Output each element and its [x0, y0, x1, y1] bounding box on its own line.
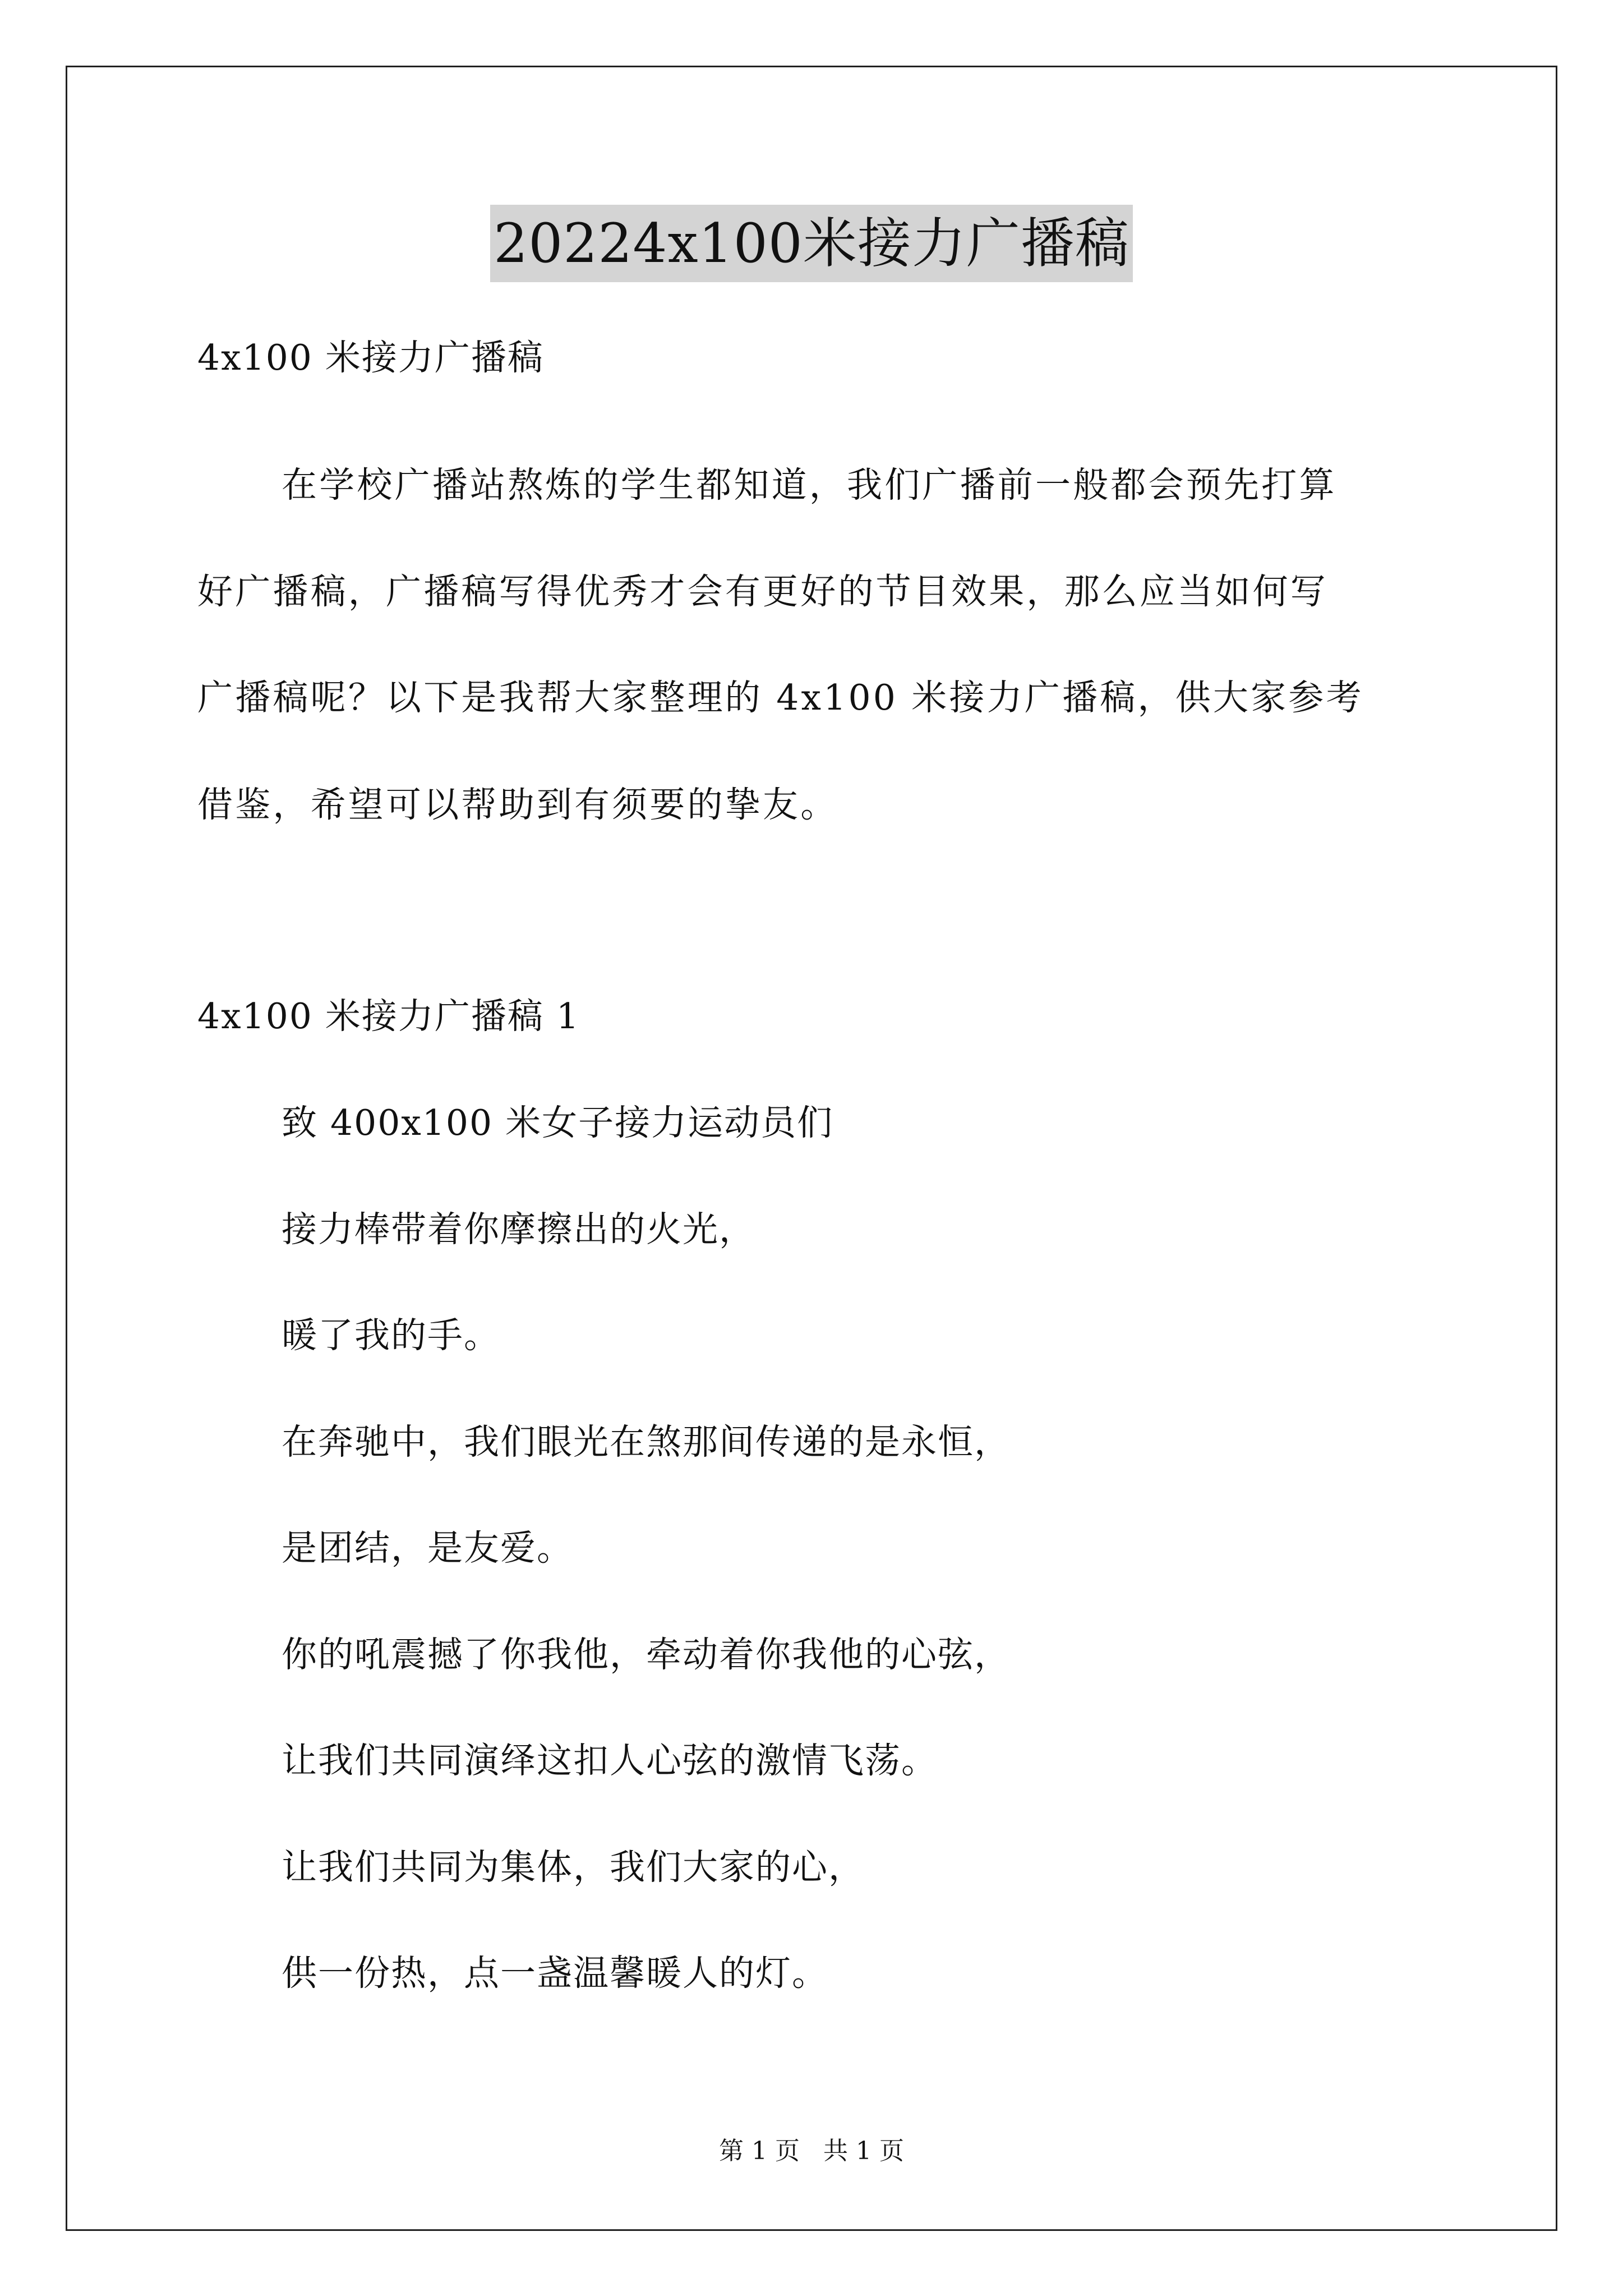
- poem-line-3: 暖了我的手。: [282, 1315, 500, 1356]
- poem-line-4: 在奔驰中，我们眼光在煞那间传递的是永恒，: [282, 1421, 1011, 1462]
- section-heading: 4x100 米接力广播稿 1: [197, 996, 580, 1037]
- subtitle: 4x100 米接力广播稿: [197, 337, 544, 378]
- poem-line-5: 是团结，是友爱。: [282, 1527, 573, 1568]
- poem-line-8: 让我们共同为集体，我们大家的心，: [282, 1847, 865, 1888]
- page-footer: 第 1 页 共 1 页: [719, 2137, 904, 2165]
- poem-line-1: 致 400x100 米女子接力运动员们: [282, 1102, 834, 1143]
- document-title: [0, 205, 1623, 282]
- intro-line-1: 在学校广播站熬炼的学生都知道，我们广播前一般都会预先打算: [282, 464, 1337, 505]
- intro-line-2: 好广播稿，广播稿写得优秀才会有更好的节目效果，那么应当如何写: [197, 571, 1328, 612]
- poem-line-2: 接力棒带着你摩擦出的火光，: [282, 1209, 755, 1250]
- page-border: [66, 66, 1557, 2231]
- intro-line-3: 广播稿呢？以下是我帮大家整理的 4x100 米接力广播稿，供大家参考: [197, 677, 1364, 718]
- poem-line-7: 让我们共同演绎这扣人心弦的激情飞荡。: [282, 1740, 938, 1781]
- poem-line-9: 供一份热，点一盏温馨暖人的灯。: [282, 1953, 828, 1994]
- intro-line-4: 借鉴，希望可以帮助到有须要的挚友。: [197, 784, 838, 825]
- document-title-text: 20224x100米接力广播稿: [490, 205, 1133, 282]
- poem-line-6: 你的吼震撼了你我他，牵动着你我他的心弦，: [282, 1634, 1011, 1675]
